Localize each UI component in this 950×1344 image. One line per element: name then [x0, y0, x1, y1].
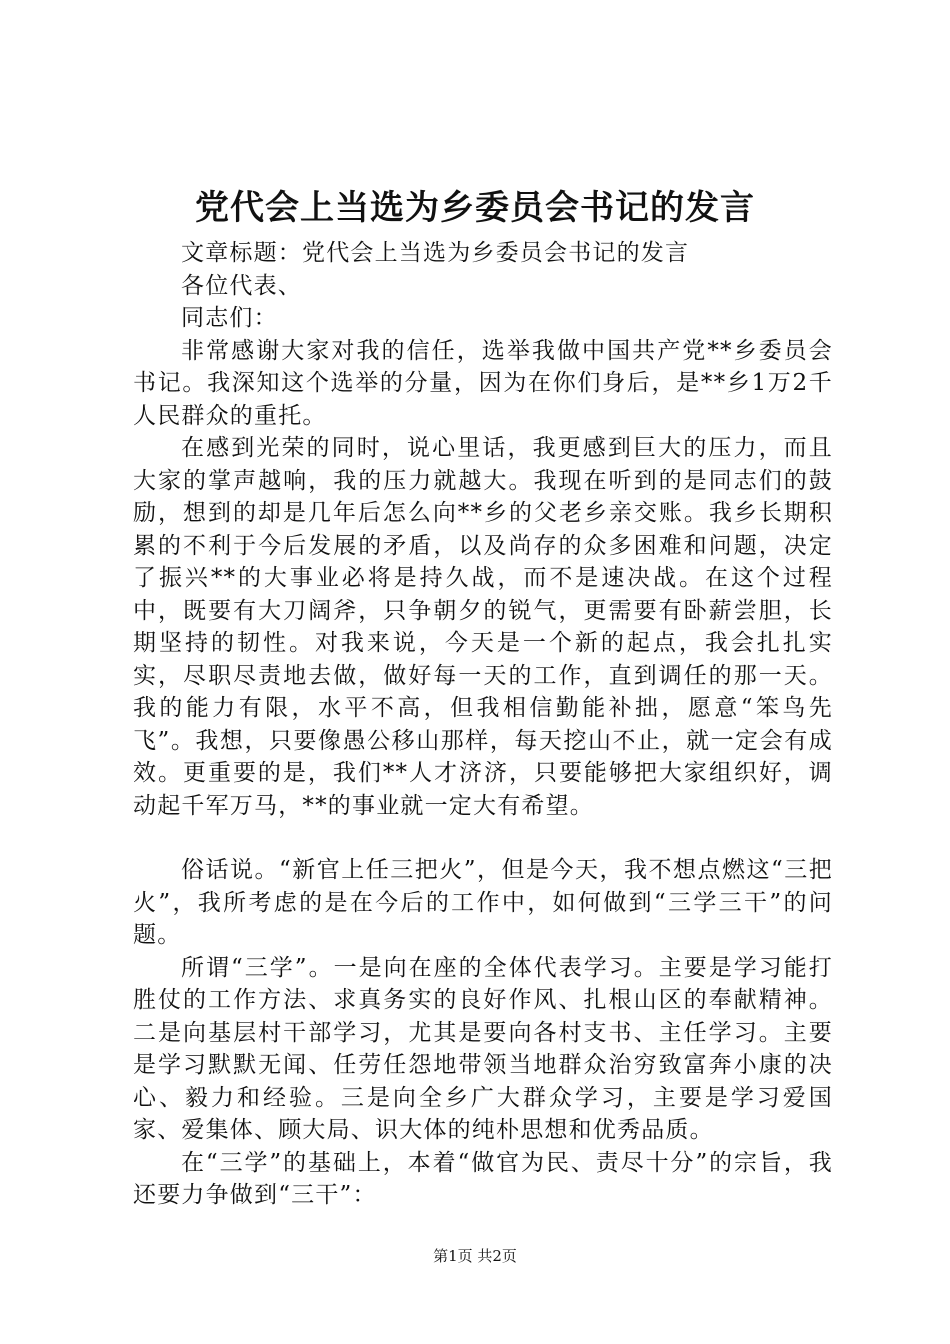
- paragraph: 在“三学”的基础上，本着“做官为民、责尽十分”的宗旨，我还要力争做到“三干”：: [133, 1149, 833, 1208]
- document-title: 党代会上当选为乡委员会书记的发言: [195, 188, 755, 228]
- paragraph-salutation-2: 同志们：: [181, 305, 278, 331]
- paragraph: 所谓“三学”。一是向在座的全体代表学习。主要是学习能打胜仗的工作方法、求真务实的良好作风、扎根山区的奉献精神。二是向基层村干部学习，尤其是要向各村支书、主任学习。主要是学习默默无闻、任劳任怨地带领当地群众治穷致富奔小康的决心、毅力和经验。三是向全乡广大群众学习，主要是学习爱国家、爱集体、顾大局、识大体的纯朴思想和优秀品质。: [133, 954, 833, 1143]
- paragraph: 非常感谢大家对我的信任，选举我做中国共产党**乡委员会书记。我深知这个选举的分量，因为在你们身后，是**乡1万2千人民群众的重托。: [133, 337, 833, 429]
- paragraph-salutation-1: 各位代表、: [181, 272, 302, 299]
- paragraph-article-title: 文章标题：党代会上当选为乡委员会书记的发言: [181, 240, 690, 266]
- document-body: [133, 237, 833, 1212]
- paragraph: 在感到光荣的同时，说心里话，我更感到巨大的压力，而且大家的掌声越响，我的压力就越大。我现在听到的是同志们的鼓励，想到的却是几年后怎么向**乡的父老乡亲交账。我乡长期积累的不利于今后发展的矛盾，以及尚存的众多困难和问题，决定了振兴**的大事业必将是持久战，而不是速决战。在这个过程中，既要有大刀阔斧，只争朝夕的锐气，更需要有卧薪尝胆，长期坚持的韧性。对我来说，今天是一个新的起点，我会扎扎实实，尽职尽责地去做，做好每一天的工作，直到调任的那一天。我的能力有限，水平不高，但我相信勤能补拙，愿意“笨鸟先飞”。我想，只要像愚公移山那样，每天挖山不止，就一定会有成效。更重要的是，我们**人才济济，只要能够把大家组织好，调动起千军万马，**的事业就一定大有希望。: [133, 435, 833, 819]
- page-number: 第1页 共2页: [433, 1247, 517, 1265]
- paragraph: 俗话说。“新官上任三把火”，但是今天，我不想点燃这“三把火”，我所考虑的是在今后的工作中，如何做到“三学三干”的问题。: [133, 857, 833, 948]
